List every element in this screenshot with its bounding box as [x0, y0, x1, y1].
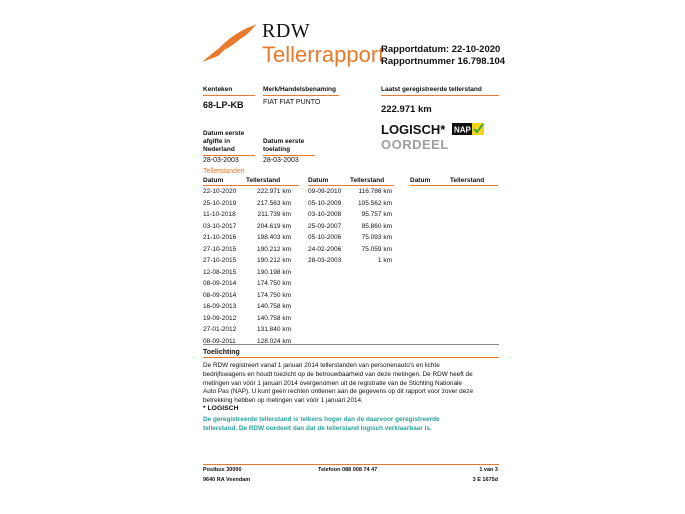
reading-km: 198.403 km: [257, 234, 291, 241]
brand-name: RDW: [262, 20, 311, 42]
merk-value: FIAT FIAT PUNTO: [263, 99, 321, 106]
reading-km: 140.758 km: [257, 303, 291, 310]
merk-label: Merk/Handelsbenaming: [263, 86, 336, 93]
reading-row: [308, 234, 392, 243]
reading-row: [203, 338, 291, 347]
afgifte-value: 28-03-2003: [203, 157, 239, 164]
reading-date: 25-10-2019: [203, 199, 237, 207]
reading-row: [203, 292, 291, 301]
col-datum-3: Datum: [410, 177, 431, 184]
reading-km: 190.198 km: [257, 268, 291, 276]
reading-date: 21-10-2016: [203, 234, 237, 241]
col-datum-1: Datum: [203, 177, 224, 184]
reading-date: 11-10-2018: [203, 211, 236, 218]
nap-logo-icon: [452, 123, 484, 135]
toelichting-title: Toelichting: [203, 349, 240, 356]
report-date: Rapportdatum: 22-10-2020: [381, 44, 501, 55]
reading-km: 95.757 km: [361, 211, 392, 218]
reading-row: [203, 269, 291, 278]
reading-date: 08-09-2011: [203, 337, 236, 345]
reading-km: 1 km: [377, 257, 392, 264]
reading-row: [203, 234, 291, 243]
reading-row: [308, 246, 392, 255]
reading-row: [203, 257, 291, 266]
reading-km: 75.059 km: [361, 245, 392, 253]
reading-row: [203, 246, 291, 255]
divider: [263, 95, 339, 96]
footer-plaats: 9640 RA Veendam: [203, 477, 251, 483]
reading-km: 217.563 km: [257, 199, 291, 207]
reading-row: [203, 315, 291, 324]
report-title: Tellerrapport: [262, 42, 385, 67]
reading-km: 140.758 km: [257, 314, 291, 322]
reading-km: 190.212 km: [257, 257, 291, 264]
col-stand-1: Tellerstand: [246, 177, 281, 184]
rdw-logo-icon: [200, 22, 258, 64]
afgifte-label-2: afgifte in: [203, 138, 231, 145]
reading-km: 204.619 km: [257, 222, 291, 230]
reading-row: [203, 326, 291, 335]
footer-code: 3 E 1675d: [472, 477, 498, 483]
kenteken-label: Kenteken: [203, 86, 233, 93]
reading-date: 03-10-2017: [203, 222, 237, 230]
reading-row: [203, 188, 291, 197]
reading-km: 116.786 km: [358, 188, 392, 195]
reading-km: 211.739 km: [257, 211, 291, 218]
reading-date: 22-10-2020: [203, 188, 237, 195]
reading-row: [308, 200, 392, 209]
reading-date: 05-10-2009: [308, 199, 342, 207]
reading-km: 190.212 km: [257, 245, 291, 253]
oordeel-label: OORDEEL: [381, 137, 449, 152]
afgifte-label-1: Datum eerste: [203, 130, 245, 137]
divider: [203, 344, 499, 345]
laatst-value: 222.971 km: [381, 104, 432, 115]
footer-postbus: Postbus 30000: [203, 467, 242, 473]
divider: [203, 185, 299, 186]
reading-row: [203, 303, 291, 312]
reading-date: 05-10-2006: [308, 234, 342, 241]
reading-date: 28-03-2003: [308, 257, 342, 264]
afgifte-label-3: Nederland: [203, 146, 235, 153]
divider: [263, 155, 315, 156]
reading-date: 27-01-2012: [203, 326, 237, 333]
divider: [308, 185, 394, 186]
reading-row: [203, 211, 291, 220]
logisch-footnote-text: De geregistreerde tellerstand is telkens hoger dan de daarvoor geregistreerde tellerstand. De RDW oordeelt dan dat de tellerstand logisch verklaarbaar is.: [203, 416, 440, 432]
footer-divider: [203, 464, 499, 465]
divider: [410, 185, 498, 186]
divider: [203, 357, 499, 358]
col-stand-3: Tellerstand: [450, 177, 485, 184]
reading-date: 08-09-2014: [203, 280, 237, 287]
report-number: Rapportnummer 16.798.104: [381, 56, 506, 67]
kenteken-value: 68-LP-KB: [203, 100, 244, 110]
reading-date: 27-10-2015: [203, 245, 237, 253]
reading-date: 19-09-2012: [203, 314, 237, 322]
toelating-label-2: toelating: [263, 146, 291, 153]
reading-row: [203, 200, 291, 209]
divider: [203, 95, 255, 96]
laatst-label: Laatst geregistreerde tellerstand: [381, 86, 482, 93]
toelichting-text: De RDW registreert vanaf 1 januari 2014 tellerstanden van personenauto's en lichte bedrijfswagens en houdt toezicht op de betrouwbaarheid van deze metingen. De RDW heeft de metingen van vóór 1 januari 2014 overgenomen uit de registratie van de Stichting Nationale Auto Pas (NAP). U kunt geen rechten ontlenen aan de gegevens op dit rapport voor zover deze betrekking hebben op metingen van vóór 1 januari 2014.: [203, 362, 473, 405]
col-stand-2: Tellerstand: [350, 177, 385, 184]
reading-km: 174.750 km: [257, 280, 291, 287]
section-tellerstanden: Tellerstanden: [203, 168, 245, 175]
reading-date: 12-08-2015: [203, 268, 237, 276]
reading-date: 25-09-2007: [308, 222, 342, 230]
reading-km: 75.093 km: [361, 234, 392, 241]
col-datum-2: Datum: [308, 177, 329, 184]
reading-row: [203, 223, 291, 232]
footer-pagina: 1 van 3: [479, 467, 498, 473]
reading-date: 24-02-2006: [308, 245, 342, 253]
reading-date: 03-10-2008: [308, 211, 342, 218]
svg-text:NAP: NAP: [454, 125, 471, 135]
reading-row: [308, 211, 392, 220]
toelating-label-1: Datum eerste: [263, 138, 305, 145]
reading-km: 85.860 km: [361, 222, 392, 230]
logisch-label: LOGISCH*: [381, 122, 446, 137]
reading-date: 08-09-2014: [203, 291, 237, 299]
reading-row: [308, 223, 392, 232]
reading-date: 09-09-2010: [308, 188, 342, 195]
footer-telefoon: Telefoon 088 008 74 47: [318, 467, 378, 473]
reading-date: 27-10-2015: [203, 257, 237, 264]
logisch-footnote-title: * LOGISCH: [203, 405, 239, 412]
reading-row: [308, 257, 392, 266]
divider: [381, 95, 499, 96]
divider: [203, 155, 255, 156]
reading-date: 16-09-2013: [203, 303, 237, 310]
reading-row: [203, 280, 291, 289]
reading-km: 128.024 km: [257, 337, 291, 345]
toelating-value: 28-03-2003: [263, 157, 299, 164]
reading-row: [308, 188, 392, 197]
reading-km: 105.562 km: [358, 199, 392, 207]
reading-km: 131.840 km: [257, 326, 291, 333]
reading-km: 222.971 km: [257, 188, 291, 195]
reading-km: 174.750 km: [257, 291, 291, 299]
